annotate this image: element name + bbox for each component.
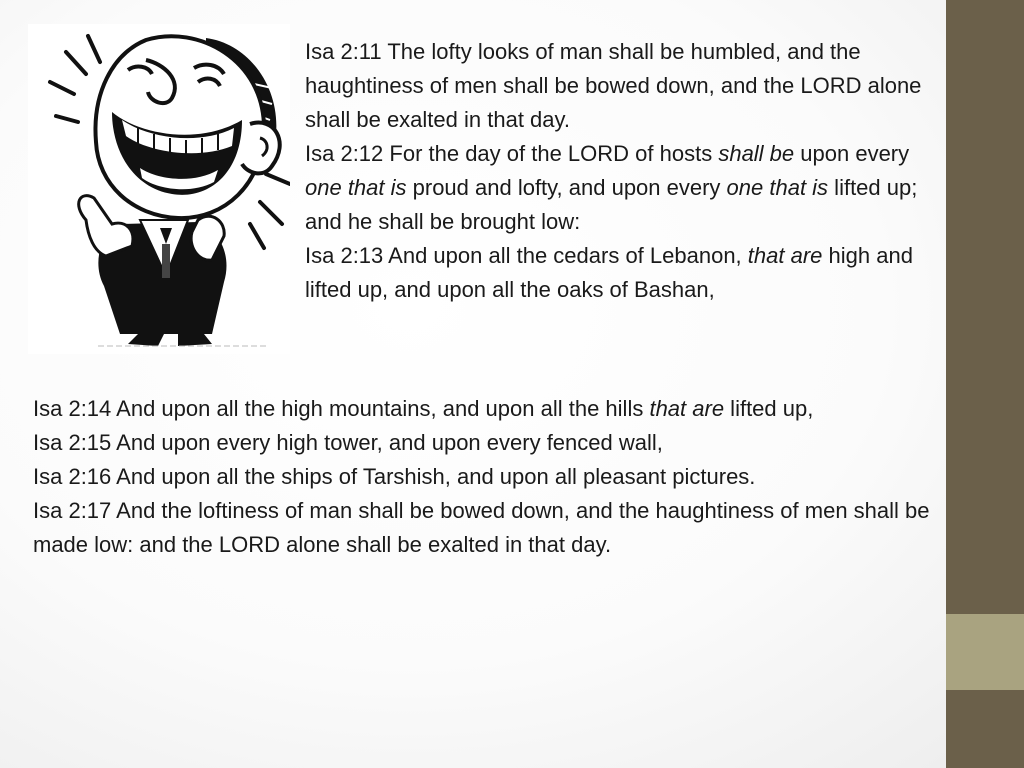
verse-text: Isa 2:13 And upon all the cedars of Lebanon,	[305, 243, 748, 268]
verse-italic: shall be	[718, 141, 795, 166]
verse-text: Isa 2:16 And upon all the ships of Tarshish, and upon all pleasant pictures.	[33, 464, 756, 489]
verse-italic: one that is	[726, 175, 829, 200]
verse-text: upon every	[794, 141, 910, 166]
verse-text: lifted up; and he shall be brought low:	[305, 175, 918, 234]
verse-text: proud and lofty, and upon every	[406, 175, 727, 200]
laughing-man-icon	[28, 24, 290, 354]
verse-italic: that are	[649, 396, 725, 421]
verse-text: Isa 2:15 And upon every high tower, and upon every fenced wall,	[33, 430, 663, 455]
verse-italic: that are	[747, 243, 823, 268]
verse-text: Isa 2:11 The lofty looks of man shall be humbled, and the haughtiness of men shall be bowed down, and the LORD alone shall be exalted in that day.	[305, 39, 922, 132]
verse-block-top	[305, 35, 945, 307]
verse-isa-2-17	[33, 494, 938, 562]
verse-text: lifted up,	[724, 396, 814, 421]
verse-block-bottom	[33, 392, 938, 562]
verse-isa-2-11	[305, 35, 945, 137]
laughing-man-illustration	[28, 24, 290, 354]
verse-italic: one that is	[305, 175, 407, 200]
verse-text: high and lifted up, and upon all the oaks of Bashan,	[305, 243, 913, 302]
verse-isa-2-15	[33, 426, 938, 460]
verse-text: Isa 2:14 And upon all the high mountains, and upon all the hills	[33, 396, 650, 421]
verse-isa-2-14	[33, 392, 938, 426]
sidebar-accent-band	[946, 614, 1024, 690]
verse-isa-2-12	[305, 137, 945, 239]
verse-isa-2-16	[33, 460, 938, 494]
verse-text: Isa 2:12 For the day of the LORD of hosts	[305, 141, 719, 166]
verse-isa-2-13	[305, 239, 945, 307]
verse-text: Isa 2:17 And the loftiness of man shall be bowed down, and the haughtiness of men shall be made low: and the LORD alone shall be exalted in that day.	[33, 498, 930, 557]
